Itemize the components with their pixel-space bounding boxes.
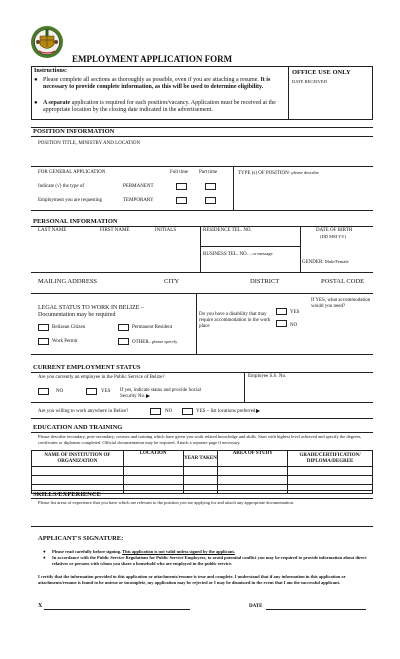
skills-heading: SKILLS/EXPERIENCE [33, 491, 101, 498]
rule [200, 246, 300, 247]
work-permit-checkbox[interactable] [38, 338, 49, 345]
table-cell[interactable] [288, 476, 373, 485]
date-label: DATE [249, 604, 263, 609]
city-label: CITY [164, 278, 180, 285]
if-yes-ss-label [120, 388, 210, 400]
table-cell[interactable] [123, 467, 183, 476]
bullet-2: In accordance with the Public Service Regulations for Public Service Employees, to avoid potential conflict you may be required to provide information about direct relatives or persons with whom you share a household who are employed in the public service. [52, 555, 367, 566]
rule [31, 402, 373, 403]
postal-code-label: POSTAL CODE [321, 278, 365, 285]
date-of-birth-label: DATE OF BIRTH [316, 228, 353, 233]
table-cell[interactable] [218, 476, 288, 485]
disability-yes-label: YES [290, 310, 300, 315]
rule [196, 293, 197, 354]
instruction-1b: It is necessary to provide complete information, as this will be used to determine eligibility. [43, 77, 271, 90]
office-use-heading: OFFICE USE ONLY [292, 69, 351, 76]
rule [31, 418, 373, 419]
instruction-item-1: ● Please complete all sections as thoroughly as possible, even if you are attaching a resume. It is necessary to provide complete information, as this will be used to determine eligibility. [34, 77, 271, 90]
first-name-label: FIRST NAME [100, 228, 130, 233]
work-anywhere-no-checkbox[interactable] [150, 408, 161, 415]
skills-field-bottom[interactable] [31, 526, 373, 527]
table-header-row [32, 451, 373, 467]
form-title: EMPLOYMENT APPLICATION FORM [72, 54, 233, 64]
applicant-signature-heading: APPLICANT'S SIGNATURE: [38, 535, 124, 542]
rule [31, 498, 373, 499]
rule [244, 372, 245, 402]
employee-ss-label: Employee S.S. No. [248, 374, 287, 379]
public-service-yes-checkbox[interactable] [86, 388, 97, 395]
rule [31, 372, 373, 373]
date-received-label: DATE RECEIVED [292, 79, 327, 84]
gender-label [302, 259, 349, 266]
date-line[interactable] [266, 609, 366, 610]
dob-format-label: (DD MM YY) [320, 234, 347, 239]
business-tel-text: BUSINESS TEL. NO. [203, 252, 250, 257]
mailing-address-label: MAILING ADDRESS [38, 278, 98, 285]
signature-bullet-2: ● In accordance with the Public Service Regulations for Public Service Employees, to avoid potential conflict you may be required to provide information about direct relatives or persons with whom you share a household who are employed in the public service. [43, 555, 367, 566]
work-anywhere-question: Are you willing to work anywhere in Belize? [38, 409, 129, 414]
education-table [31, 450, 373, 494]
other-text: OTHER [132, 340, 149, 345]
signature-bullet-1: ● Please read carefully before signing. This application is not valid unless signed by the applicant. [43, 549, 235, 554]
table-cell[interactable] [183, 467, 218, 476]
please-specify-text: – please specify [148, 339, 178, 344]
rule [300, 226, 301, 272]
signature-line[interactable] [44, 609, 190, 610]
work-anywhere-yes-label [196, 409, 260, 415]
yes-list-text: YES – list locations preferred [196, 409, 256, 415]
belizean-citizen-checkbox[interactable] [38, 324, 49, 331]
work-anywhere-yes-checkbox[interactable] [182, 408, 193, 415]
table-cell[interactable] [183, 485, 218, 494]
belize-coat-of-arms-icon [30, 25, 64, 59]
table-cell[interactable] [32, 467, 124, 476]
public-service-no-checkbox[interactable] [38, 388, 49, 395]
rule [31, 354, 373, 355]
table-cell[interactable] [288, 485, 373, 494]
part-time-label: Part time [199, 170, 218, 175]
other-status-label [132, 339, 177, 346]
column-header-grade: GRADE/CERTIFICATION/ DIPLOMA/DEGREE [288, 451, 373, 467]
public-service-question: Are you currently an employee in the Public Service of Belize? [38, 375, 165, 380]
bullet-1b: This application is not valid unless signed by the applicant. [122, 549, 235, 554]
if-yes-ss-text: If yes, indicate status and provide Social Security No. [120, 388, 201, 400]
accommodation-question: If YES, what accommodation would you need? [311, 298, 371, 309]
indicate-type-label: Indicate (√) the type of [38, 184, 85, 189]
belizean-citizen-label: Belizean Citizen [52, 325, 86, 330]
last-name-label: LAST NAME [38, 228, 67, 233]
table-cell[interactable] [32, 476, 124, 485]
table-cell[interactable] [123, 476, 183, 485]
rule [233, 166, 234, 210]
legal-status-line-2: Documentation may be required [38, 312, 116, 318]
permanent-full-time-checkbox[interactable] [176, 183, 187, 190]
disability-question: Do you have a disability that may require accommodation in the work place [199, 312, 271, 329]
disability-no-checkbox[interactable] [276, 320, 287, 327]
temporary-label: TEMPORARY [123, 198, 154, 203]
rule [31, 432, 373, 433]
residence-tel-label: RESIDENCE TEL. NO. [203, 228, 252, 233]
instruction-item-2: ● A separate application is required for each position/vacancy. Application must be received at the appropriate location by the closing date indicated in the advertisement. [34, 100, 276, 113]
permanent-part-time-checkbox[interactable] [205, 183, 216, 190]
column-header-area: AREA OF STUDY [218, 451, 288, 467]
type-of-position-label [238, 170, 319, 177]
rule [31, 210, 373, 211]
other-status-checkbox[interactable] [118, 338, 129, 345]
table-row[interactable] [32, 467, 373, 476]
current-employment-heading: CURRENT EMPLOYMENT STATUS [33, 364, 141, 371]
or-message-text: – or message [249, 251, 273, 256]
instructions-divider [288, 66, 289, 120]
rule [200, 226, 201, 272]
position-title-field[interactable] [31, 166, 373, 167]
full-time-label: Full time [170, 170, 189, 175]
business-tel-label [203, 251, 273, 258]
position-info-heading: POSITION INFORMATION [33, 128, 115, 135]
arrow-right-icon [256, 409, 260, 413]
work-permit-label: Work Permit [52, 339, 78, 344]
personal-info-heading: PERSONAL INFORMATION [33, 218, 118, 225]
column-header-year: YEAR TAKEN [183, 451, 218, 467]
rule [31, 272, 373, 273]
legal-status-label [38, 305, 144, 319]
table-cell[interactable] [218, 485, 288, 494]
arrow-right-icon [146, 394, 150, 398]
certification-statement: I certify that the information provided in this application or attachments/resume is true and complete. I understand that if any information in this application or attachments/resume is found to be untrue or incomplete, my application may be rejected or I may be dismissed in the event that I am the successful applicant. [38, 574, 346, 585]
bullet-1a: Please read carefully before signing. [52, 549, 123, 554]
position-title-label: POSITION TITLE, MINISTRY AND LOCATION [38, 141, 141, 146]
table-cell[interactable] [288, 467, 373, 476]
for-general-application-label: FOR GENERAL APPLICATION [38, 170, 106, 175]
employment-requesting-label: Employment you are requesting [38, 198, 103, 203]
temporary-part-time-checkbox[interactable] [205, 197, 216, 204]
district-label: DISTRICT [250, 278, 280, 285]
public-service-no-label: NO [56, 389, 64, 394]
permanent-label: PERMANENT [123, 184, 154, 189]
instructions-heading: Instructions: [34, 68, 68, 74]
skills-description: Please list areas of experience that you have which are relevant to the position you are applying for and attach any appropriate documentation. [38, 500, 295, 505]
disability-no-label: NO [290, 323, 298, 328]
legal-status-line-1: LEGAL STATUS TO WORK IN BELIZE – [38, 305, 144, 311]
column-header-location: LOCATION [123, 451, 183, 467]
initials-label: INITIALS [155, 228, 177, 233]
education-heading: EDUCATION AND TRAINING [33, 424, 123, 431]
column-header-institution: NAME OF INSTITUTION OF ORGANIZATION [32, 451, 124, 467]
education-description: Please describe secondary, post-secondary, courses and training which have given you work related knowledge and skills. Start with highest level achieved and specify the degrees, certificates or diplomas completed. Official documentation may be required. Attach a separate page if necessary. [38, 434, 362, 445]
permanent-resident-label: Permanent Resident [132, 325, 173, 330]
table-cell[interactable] [183, 476, 218, 485]
permanent-resident-checkbox[interactable] [118, 324, 129, 331]
disability-yes-checkbox[interactable] [276, 308, 287, 315]
rule [31, 293, 373, 294]
gender-text: GENDER: [302, 260, 324, 265]
instruction-2b: application is required for each position/vacancy. Application must be received at the appropriate location by the closing date indicated in the advertisement. [43, 100, 276, 113]
temporary-full-time-checkbox[interactable] [176, 197, 187, 204]
table-cell[interactable] [123, 485, 183, 494]
gender-options: Male/Female [324, 259, 349, 264]
signature-x-mark: X [38, 603, 43, 609]
type-of-position-text: TYPE (s) OF POSITION [238, 171, 289, 176]
rule [31, 226, 373, 227]
please-describe-text: - please describe [288, 170, 319, 175]
work-anywhere-no-label: NO [165, 409, 173, 414]
public-service-yes-label: YES [101, 389, 111, 394]
table-row[interactable] [32, 476, 373, 485]
instruction-1a: Please complete all sections as thoroughly as possible, even if you are attaching a resume. [43, 77, 259, 83]
rule [31, 136, 373, 137]
instruction-2a: A separate [43, 100, 71, 106]
table-cell[interactable] [218, 467, 288, 476]
